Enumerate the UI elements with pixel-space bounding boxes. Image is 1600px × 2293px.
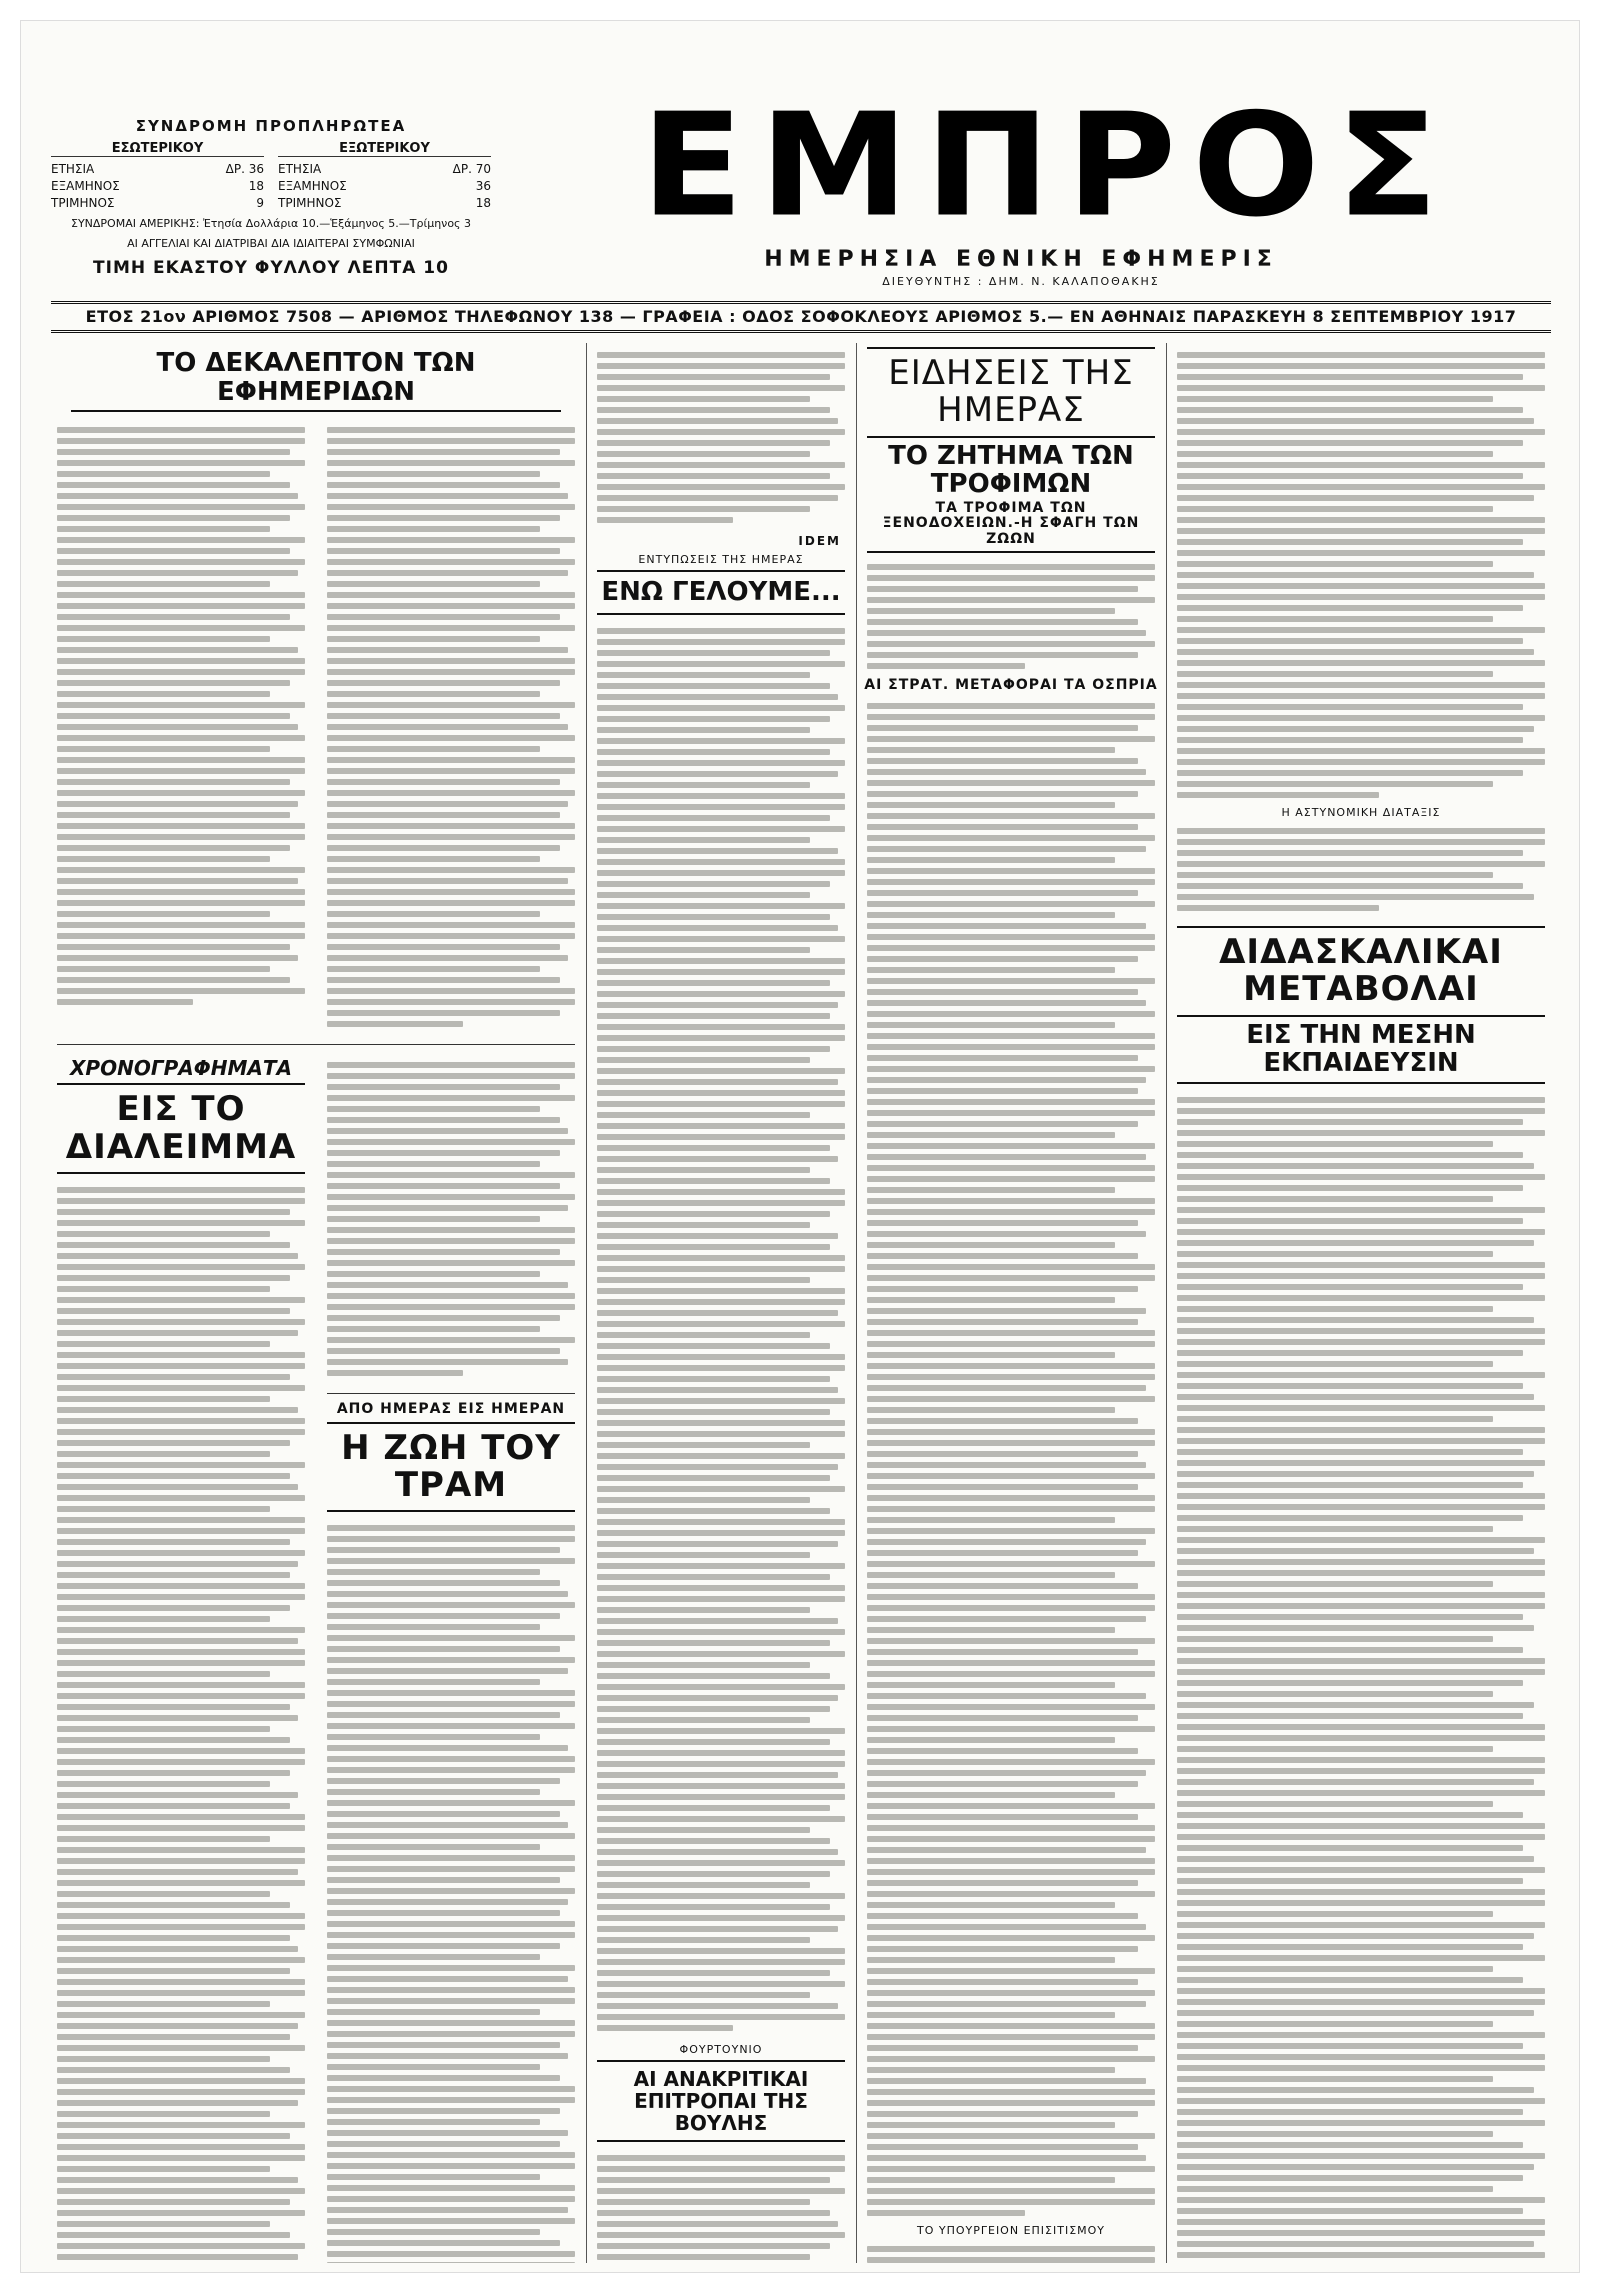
advertising-notice: ΑΙ ΑΓΓΕΛΙΑΙ ΚΑΙ ΔΙΑΤΡΙΒΑΙ ΔΙΑ ΙΔΙΑΙΤΕΡΑΙ ΣΥΜΦΩΝΙΑΙ [127, 237, 415, 250]
entypos-kicker: ΕΝΤΥΠΩΣΕΙΣ ΤΗΣ ΗΜΕΡΑΣ [638, 553, 804, 566]
newspaper-page [20, 20, 1580, 2273]
tram-kicker: ΑΠΟ ΗΜΕΡΑΣ ΕΙΣ ΗΜΕΡΑΝ [336, 1401, 566, 1418]
food-headline: ΤΟ ΖΗΤΗΜΑ ΤΩΝ ΤΡΟΦΙΜΩΝ [888, 440, 1134, 500]
rate-row: ΤΡΙΜΗΝΟΣ 18 [278, 196, 491, 210]
inquiry-kicker: ΦΟΥΡΤΟΥΝΙΟ [679, 2042, 763, 2056]
news-banner: ΕΙΔΗΣΕΙΣ ΤΗΣ ΗΜΕΡΑΣ [867, 347, 1155, 438]
foreign-header: ΕΞΩΤΕΡΙΚΟΥ [278, 141, 491, 157]
foreign-rates [278, 141, 491, 212]
left-block [51, 343, 581, 2263]
teachers-body [1171, 1088, 1551, 2263]
editorial-body-col2 [321, 418, 581, 1036]
inquiry-body [591, 2146, 851, 2263]
chronicle-headline: ΕΙΣ ΤΟ ΔΙΑΛΕΙΜΜΑ [57, 1083, 305, 1174]
newspaper-title: ΕΜΠΡΟΣ [641, 83, 1455, 249]
teachers-headline: ΔΙΔΑΣΚΑΛΙΚΑΙ ΜΕΤΑΒΟΛΑΙ [1177, 926, 1545, 1017]
ministry-subhead: ΤΟ ΥΠΟΥΡΓΕΙΟΝ ΕΠΙΣΙΤΙΣΜΟΥ [916, 2223, 1106, 2237]
teachers-subhead: ΕΙΣ ΤΗΝ ΜΕΣΗΝ ΕΚΠΑΙΔΕΥΣΙΝ [1177, 1021, 1545, 1084]
police-subhead: Η ΑΣΤΥΝΟΜΙΚΗ ΔΙΑΤΑΞΙΣ [1281, 806, 1441, 819]
ministry-body [861, 2237, 1161, 2263]
director-line: ΔΙΕΥΘΥΝΤΗΣ : ΔΗΜ. Ν. ΚΑΛΑΠΟΘΑΚΗΣ [882, 275, 1160, 288]
column-3 [591, 343, 851, 2263]
entypos-body [591, 619, 851, 2040]
rate-row: ΤΡΙΜΗΝΟΣ 9 [51, 196, 264, 210]
inquiry-headline: ΑΙ ΑΝΑΚΡΙΤΙΚΑΙ ΕΠΙΤΡΟΠΑΙ ΤΗΣ ΒΟΥΛΗΣ [597, 2060, 845, 2142]
right-block [1171, 343, 1551, 2263]
column-4 [861, 343, 1161, 2263]
signature-idem: IDEM [798, 534, 841, 548]
police-body [1171, 819, 1551, 920]
chronicle-kicker: ΧΡΟΝΟΓΡΑΦΗΜΑΤΑ [70, 1056, 292, 1081]
editorial-body-col1 [51, 418, 311, 1036]
chronicle-body [51, 1178, 311, 2263]
chronicle-continued [321, 1053, 581, 2263]
columns [51, 343, 1551, 2263]
tram-headline: Η ΖΩΗ ΤΟΥ ΤΡΑΜ [327, 1422, 575, 1513]
issue-price: ΤΙΜΗ ΕΚΑΣΤΟΥ ΦΥΛΛΟΥ ΛΕΠΤΑ 10 [93, 258, 449, 278]
tram-body [321, 1516, 581, 2263]
domestic-rates [51, 141, 264, 212]
food-continued [1171, 343, 1551, 807]
transport-body [861, 694, 1161, 2225]
chronicle-article [51, 1053, 311, 2263]
rate-row: ΕΤΗΣΙΑ ΔΡ. 36 [51, 162, 264, 176]
food-subhead: ΤΑ ΤΡΟΦΙΜΑ ΤΩΝ ΞΕΝΟΔΟΧΕΙΩΝ.-Η ΣΦΑΓΗ ΤΩΝ ΖΩΩΝ [867, 501, 1155, 553]
rate-row: ΕΤΗΣΙΑ ΔΡ. 70 [278, 162, 491, 176]
rate-row: ΕΞΑΜΗΝΟΣ 18 [51, 179, 264, 193]
domestic-header: ΕΣΩΤΕΡΙΚΟΥ [51, 141, 264, 157]
newspaper-tagline: ΗΜΕΡΗΣΙΑ ΕΘΝΙΚΗ ΕΦΗΜΕΡΙΣ [764, 247, 1278, 272]
subscription-box [51, 117, 491, 277]
entypos-headline: ΕΝΩ ΓΕΛΟΥΜΕ... [597, 570, 845, 615]
america-rates: ΣΥΝΔΡΟΜΑΙ ΑΜΕΡΙΚΗΣ: Ἐτησία Δολλάρια 10.—Ἑξάμηνος 5.—Τρίμηνος 3 [71, 217, 471, 230]
editorial-headline: ΤΟ ΔΕΚΑΛΕΠΤΟΝ ΤΩΝ ΕΦΗΜΕΡΙΔΩΝ [71, 349, 561, 412]
subscription-title: ΣΥΝΔΡΟΜΗ ΠΡΟΠΛΗΡΩΤΕΑ [135, 117, 407, 135]
rate-row: ΕΞΑΜΗΝΟΣ 36 [278, 179, 491, 193]
transport-subhead: ΑΙ ΣΤΡΑΤ. ΜΕΤΑΦΟΡΑΙ ΤΑ ΟΣΠΡΙΑ [864, 677, 1158, 694]
food-body [861, 555, 1161, 678]
dateline: ΕΤΟΣ 21ον ΑΡΙΘΜΟΣ 7508 — ΑΡΙΘΜΟΣ ΤΗΛΕΦΩΝΟΥ 138 — ΓΡΑΦΕΙΑ : ΟΔΟΣ ΣΟΦΟΚΛΕΟΥΣ ΑΡΙΘΜΟΣ 5.— ΕΝ ΑΘΗΝΑΙΣ ΠΑΡΑΣΚΕΥΗ 8 ΣΕΠΤΕΜΒΡΙΟΥ 1917 [51, 301, 1551, 333]
continuation-body [591, 343, 851, 532]
chronicle-body-col2 [321, 1053, 581, 1385]
